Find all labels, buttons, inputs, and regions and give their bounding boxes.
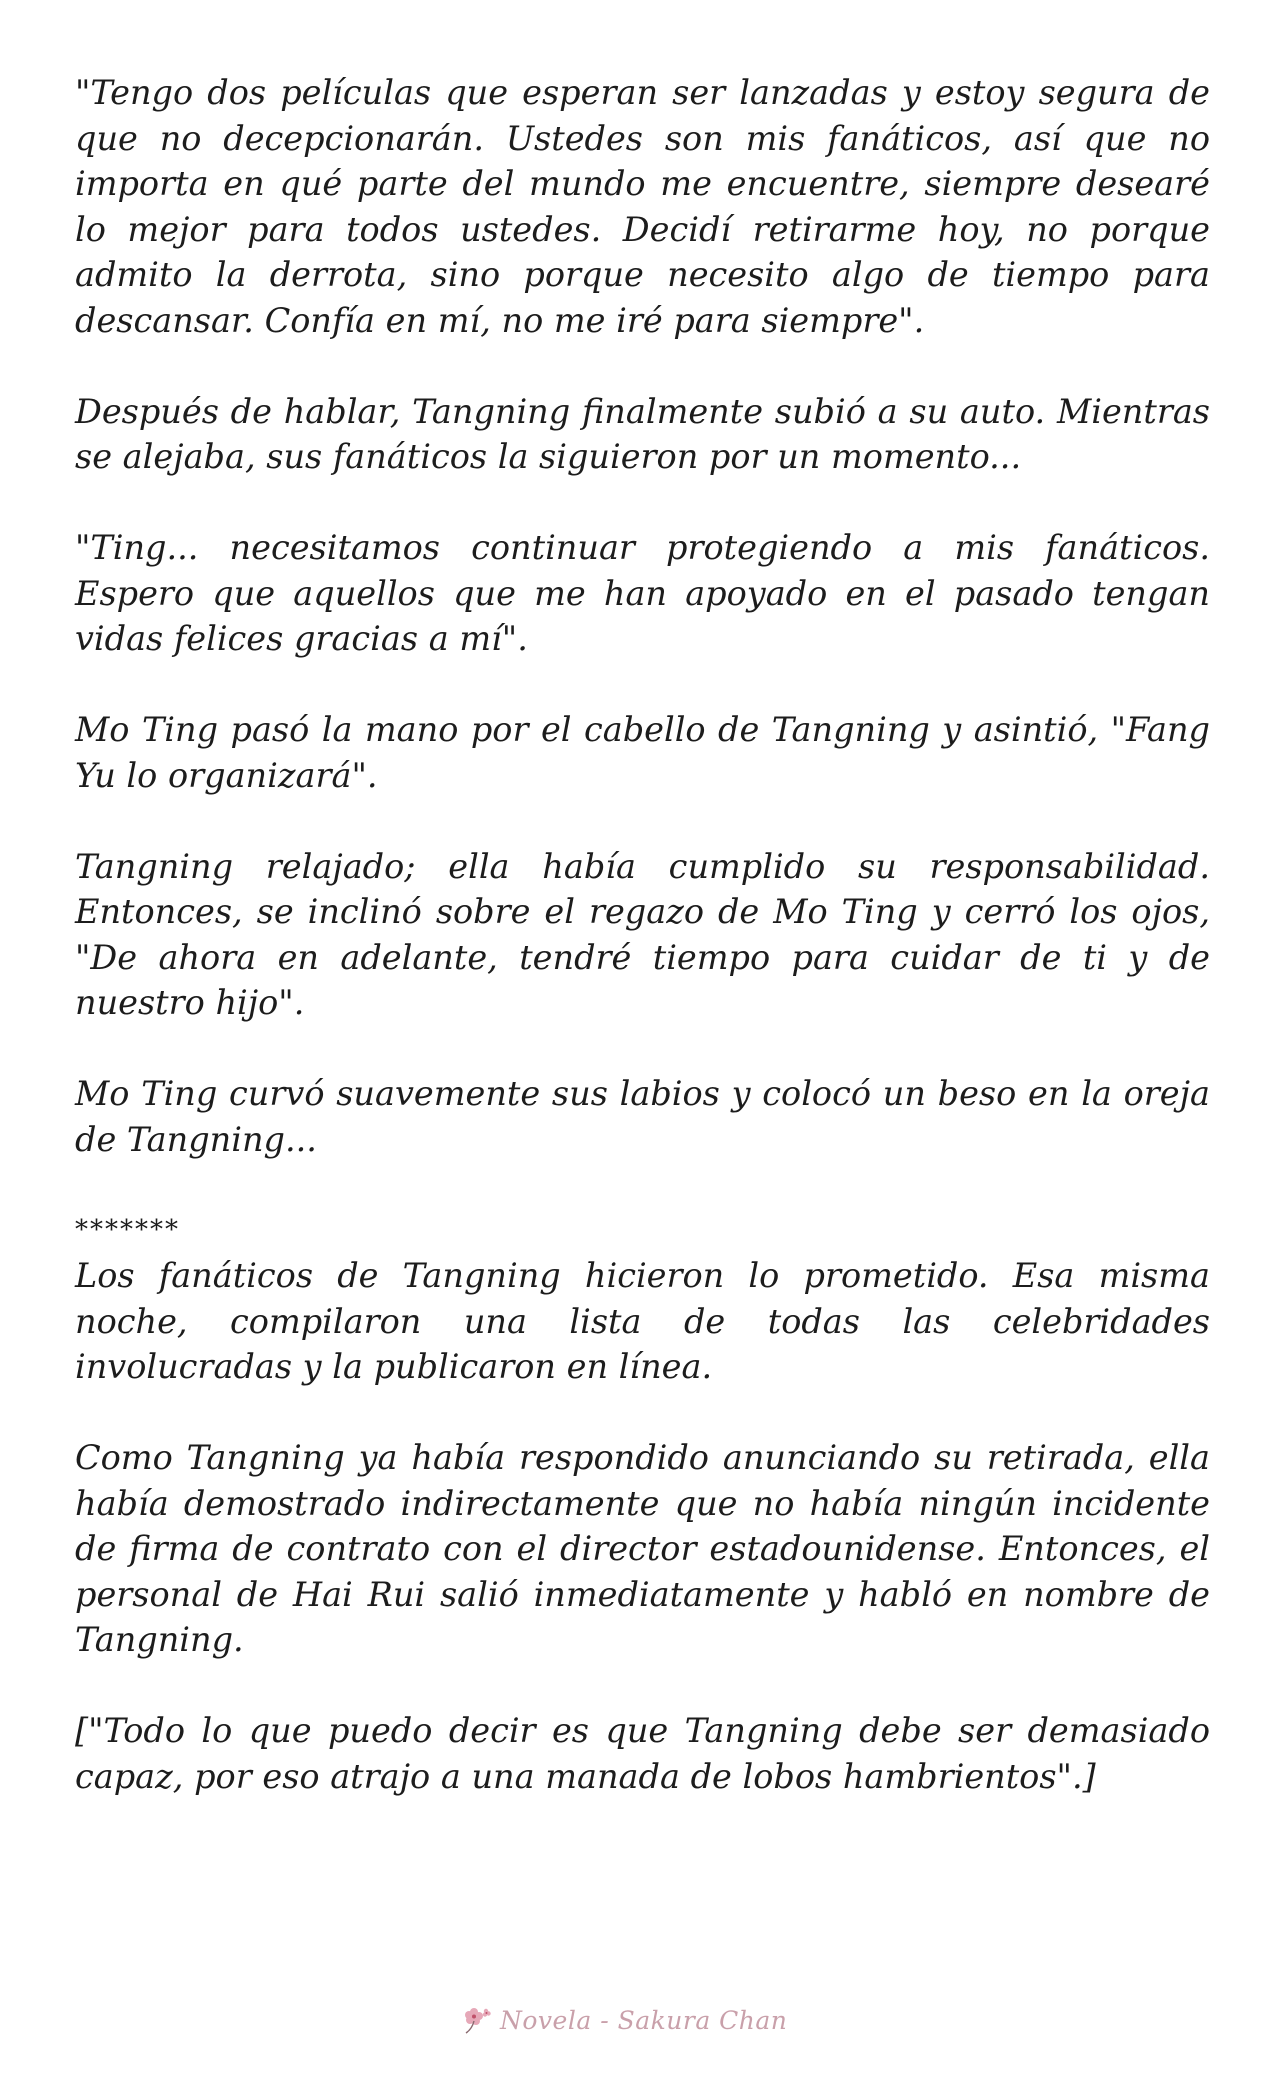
- watermark-text: Novela - Sakura Chan: [500, 2005, 788, 2035]
- paragraph-8: Como Tangning ya había respondido anunciando su retirada, ella había demostrado indirectamente que no había ningún incidente de firma de contrato con el director estadounidense. Entonces, el personal de Hai Rui salió inmediatamente y habló en nombre de Tangning.: [75, 1438, 1210, 1659]
- paragraph-4: Mo Ting pasó la mano por el cabello de Tangning y asintió, "Fang Yu lo organizará".: [75, 710, 1210, 795]
- paragraph-3: "Ting... necesitamos continuar protegiendo a mis fanáticos. Espero que aquellos que me han apoyado en el pasado tengan vidas felices gracias a mí".: [75, 528, 1210, 658]
- paragraph-7: Los fanáticos de Tangning hicieron lo prometido. Esa misma noche, compilaron una lista de todas las celebridades involucradas y la publicaron en línea.: [75, 1256, 1210, 1386]
- paragraph-2: Después de hablar, Tangning finalmente subió a su auto. Mientras se alejaba, sus fanáticos la siguieron por un momento...: [75, 391, 1210, 476]
- paragraph-6: Mo Ting curvó suavemente sus labios y colocó un beso en la oreja de Tangning...: [75, 1074, 1210, 1159]
- sakura-flower-icon: [460, 2003, 494, 2037]
- watermark-footer: [460, 1995, 840, 2045]
- paragraph-1: "Tengo dos películas que esperan ser lanzadas y estoy segura de que no decepcionarán. Ustedes son mis fanáticos, así que no importa en qué parte del mundo me encuentre, siempre desearé lo mejor para todos ustedes. Decidí retirarme hoy, no porque admito la derrota, sino porque necesito algo de tiempo para descansar. Confía en mí, no me iré para siempre".: [75, 73, 1210, 340]
- paragraph-5: Tangning relajado; ella había cumplido su responsabilidad. Entonces, se inclinó sobre el regazo de Mo Ting y cerró los ojos, "De ahora en adelante, tendré tiempo para cuidar de ti y de nuestro hijo".: [75, 846, 1210, 1022]
- chapter-text: [75, 70, 1210, 1845]
- scene-separator: *******: [75, 1214, 180, 1245]
- paragraph-9: ["Todo lo que puedo decir es que Tangning debe ser demasiado capaz, por eso atrajo a una manada de lobos hambrientos".]: [75, 1711, 1210, 1796]
